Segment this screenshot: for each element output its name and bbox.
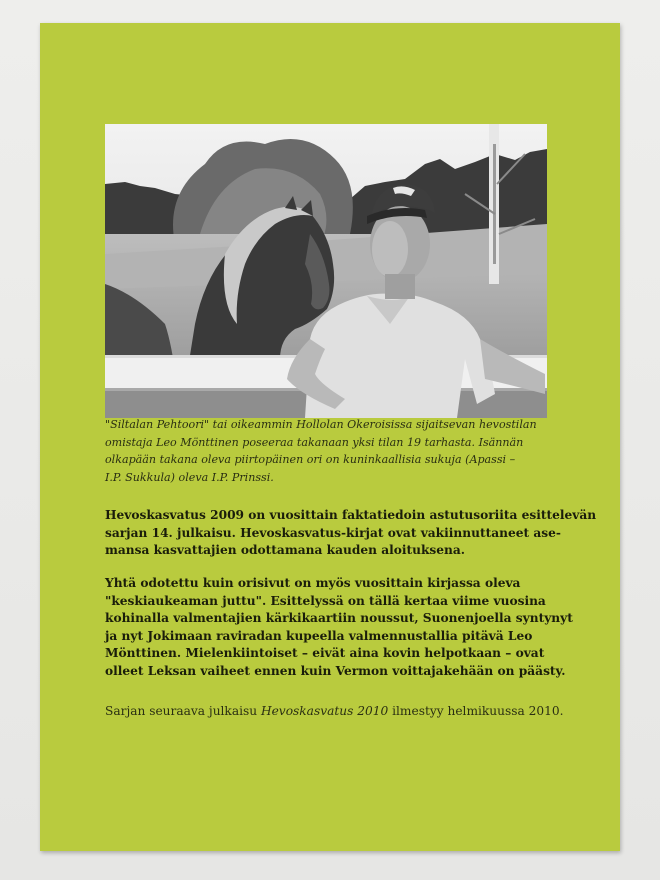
paragraph-line: sarjan 14. julkaisu. Hevoskasvatus-kirjat ovat vakiinnuttaneet ase-	[105, 525, 561, 540]
paragraph-line: kohinalla valmentajien kärkikaartiin noussut, Suonenjoella syntynyt	[105, 611, 573, 626]
description-paragraph-1	[105, 507, 597, 560]
caption-line: olkapään takana oleva piirtopäinen ori on kuninkaallisia sukuja (Apassi –	[105, 453, 516, 466]
cover-photo	[105, 124, 547, 418]
paragraph-line: Yhtä odotettu kuin orisivut on myös vuosittain kirjassa oleva	[105, 576, 521, 590]
paragraph-line: olleet Leksan vaiheet ennen kuin Vermon voittajakehään on päästy.	[105, 663, 566, 678]
photo-caption	[105, 416, 551, 486]
book-back-cover	[40, 23, 620, 851]
paragraph-line: Mönttinen. Mielenkiintoiset – eivät aina kovin helpotkaan – ovat	[105, 646, 545, 661]
paragraph-line: Hevoskasvatus 2009 on vuosittain faktatiedoin astutusoriita esittelevän	[105, 508, 597, 522]
paragraph-line: ja nyt Jokimaan raviradan kupeella valmennustallia pitävä Leo	[105, 628, 533, 643]
next-edition-title: Hevoskasvatus 2010	[260, 704, 389, 718]
description-paragraph-2	[105, 575, 573, 681]
next-edition-text-before: Sarjan seuraava julkaisu	[105, 704, 261, 718]
caption-line: omistaja Leo Mönttinen poseeraa takanaan yksi tilan 19 tarhasta. Isännän	[105, 435, 524, 449]
next-edition-text-after: ilmestyy helmikuussa 2010.	[388, 704, 564, 718]
caption-line: I.P. Sukkula) oleva I.P. Prinssi.	[105, 470, 274, 484]
next-edition-note	[105, 704, 564, 718]
caption-line: "Siltalan Pehtoori" tai oikeammin Hollolan Okeroisissa sijaitsevan hevostilan	[105, 418, 537, 431]
paragraph-line: "keskiaukeaman juttu". Esittelyssä on tällä kertaa viime vuosina	[105, 593, 546, 608]
paragraph-line: mansa kasvattajien odottamana kauden aloituksena.	[105, 543, 466, 558]
